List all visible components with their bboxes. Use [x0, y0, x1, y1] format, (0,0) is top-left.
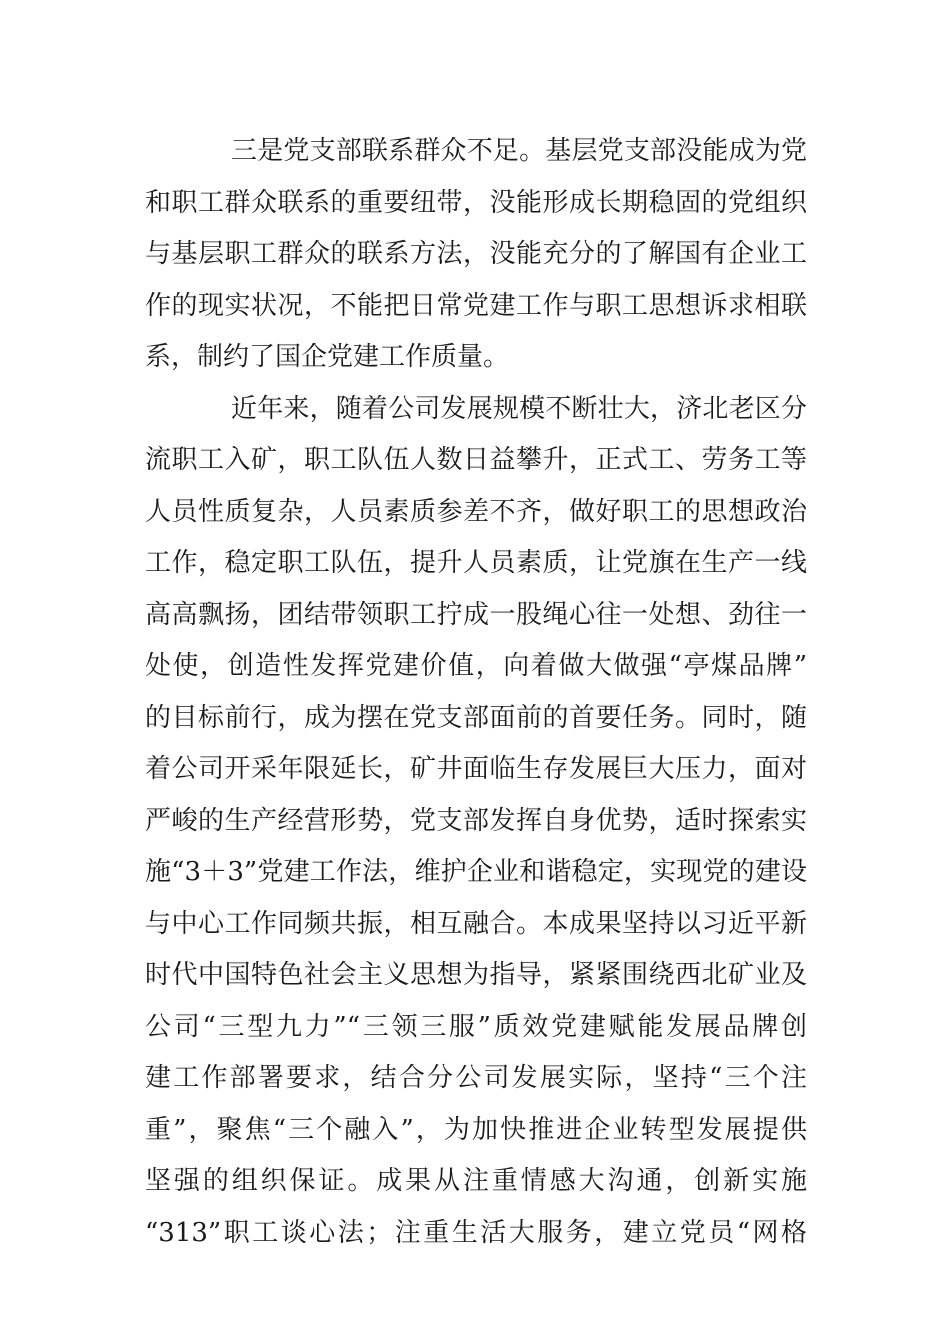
- text-line: “313”职工谈心法；注重生活大服务，建立党员“网格: [145, 1217, 807, 1248]
- text-line: 严峻的生产经营形势，党支部发挥自身优势，适时探索实: [145, 805, 807, 836]
- text-line: 的目标前行，成为摆在党支部面前的首要任务。同时，随: [145, 702, 807, 733]
- text-line: 近年来，随着公司发展规模不断壮大，济北老区分: [231, 393, 807, 424]
- text-line: 时代中国特色社会主义思想为指导，紧紧围绕西北矿业及: [145, 960, 807, 990]
- text-line: 处使，创造性发挥党建价值，向着做大做强“亭煤品牌”: [145, 651, 807, 681]
- text-line: 坚强的组织保证。成果从注重情感大沟通，创新实施: [145, 1166, 807, 1196]
- text-line: 与基层职工群众的联系方法，没能充分的了解国有企业工: [145, 239, 807, 269]
- document-body: [145, 126, 807, 1259]
- paragraph-2: [145, 384, 807, 1260]
- text-line: 作的现实状况，不能把日常党建工作与职工思想诉求相联: [145, 290, 807, 321]
- text-line: 人员性质复杂，人员素质参差不齐，做好职工的思想政治: [145, 496, 807, 527]
- text-line: 三是党支部联系群众不足。基层党支部没能成为党: [231, 136, 807, 166]
- text-line: 和职工群众联系的重要纽带，没能形成长期稳固的党组织: [145, 187, 807, 218]
- text-line: 流职工入矿，职工队伍人数日益攀升，正式工、劳务工等: [145, 445, 807, 475]
- text-line: 系，制约了国企党建工作质量。: [145, 342, 510, 372]
- text-line: 工作，稳定职工队伍，提升人员素质，让党旗在生产一线: [145, 548, 807, 578]
- text-line: 与中心工作同频共振，相互融合。本成果坚持以习近平新: [145, 908, 807, 939]
- text-line: 着公司开采年限延长，矿井面临生存发展巨大压力，面对: [145, 754, 807, 784]
- text-line: 公司“三型九力”“三领三服”质效党建赋能发展品牌创: [145, 1011, 807, 1042]
- text-line: 重”，聚焦“三个融入”，为加快推进企业转型发展提供: [145, 1114, 807, 1145]
- text-line: 施“3＋3”党建工作法，维护企业和谐稳定，实现党的建设: [145, 857, 807, 887]
- text-line: 高高飘扬，团结带领职工拧成一股绳心往一处想、劲往一: [145, 599, 807, 630]
- text-line: 建工作部署要求，结合分公司发展实际，坚持“三个注: [145, 1063, 807, 1093]
- paragraph-1: [145, 126, 807, 384]
